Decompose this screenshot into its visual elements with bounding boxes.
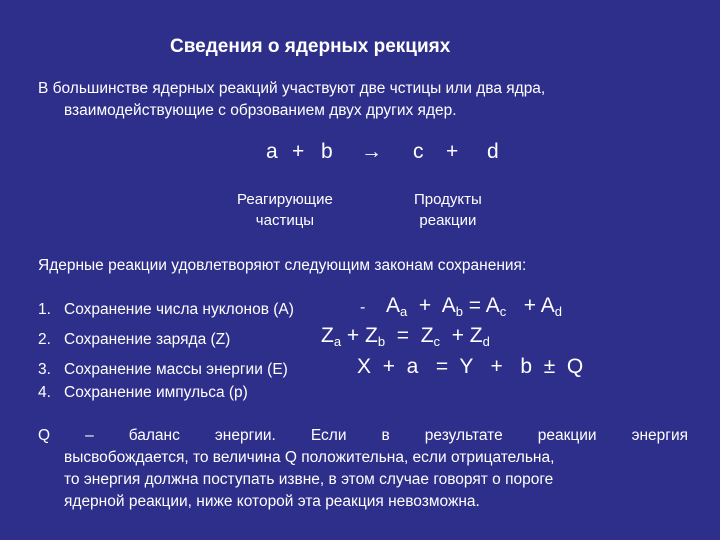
charge-conservation-formula: $Z_a + Z_b = Z_c + Z_d$ [321, 324, 490, 349]
formula-dash: - [360, 299, 366, 316]
law-item: 1. Сохранение числа нуклонов (A) [38, 301, 294, 318]
plus-sign: + [292, 140, 305, 163]
reactant-b: b [321, 140, 333, 163]
plus-sign: + [446, 140, 459, 163]
reactant-a: a [266, 140, 278, 163]
energy-conservation-formula: X + a = Y + b ± Q [357, 355, 584, 378]
page-title: Сведения о ядерных рекциях [170, 36, 451, 57]
q-line-3: то энергия должна поступать извне, в этом случае говорят о пороге [64, 471, 554, 488]
intro-line-2: взаимодействующие с обрзованием двух других ядер. [64, 102, 457, 119]
law-item: 4. Сохранение импульса (p) [38, 384, 248, 401]
intro-line-1: В большинстве ядерных реакций участвуют две чстицы или два ядра, [38, 80, 546, 97]
product-d: d [487, 140, 499, 163]
q-line-2: высвобождается, то величина Q положительна, если отрицательна, [64, 449, 555, 466]
intro-paragraph [38, 78, 545, 122]
laws-heading: Ядерные реакции удовлетворяют следующим законам сохранения: [38, 257, 527, 274]
q-line-1: Q – баланс энергии. Если в результате реакции энергия [38, 427, 688, 444]
arrow-symbol: → [361, 140, 382, 163]
products-caption: Продукты реакции [414, 191, 482, 229]
q-balance-paragraph [38, 425, 688, 513]
law-item: 3. Сохранение массы энергии (E) [38, 361, 288, 378]
reactants-caption: Реагирующие частицы [237, 191, 333, 229]
nucleon-conservation-formula: $A_a + A_b = A_c$ + $A_d$ [386, 294, 562, 319]
q-line-4: ядерной реакции, ниже которой эта реакция невозможна. [64, 493, 480, 510]
product-c: c [413, 140, 424, 163]
law-item: 2. Сохранение заряда (Z) [38, 331, 231, 348]
